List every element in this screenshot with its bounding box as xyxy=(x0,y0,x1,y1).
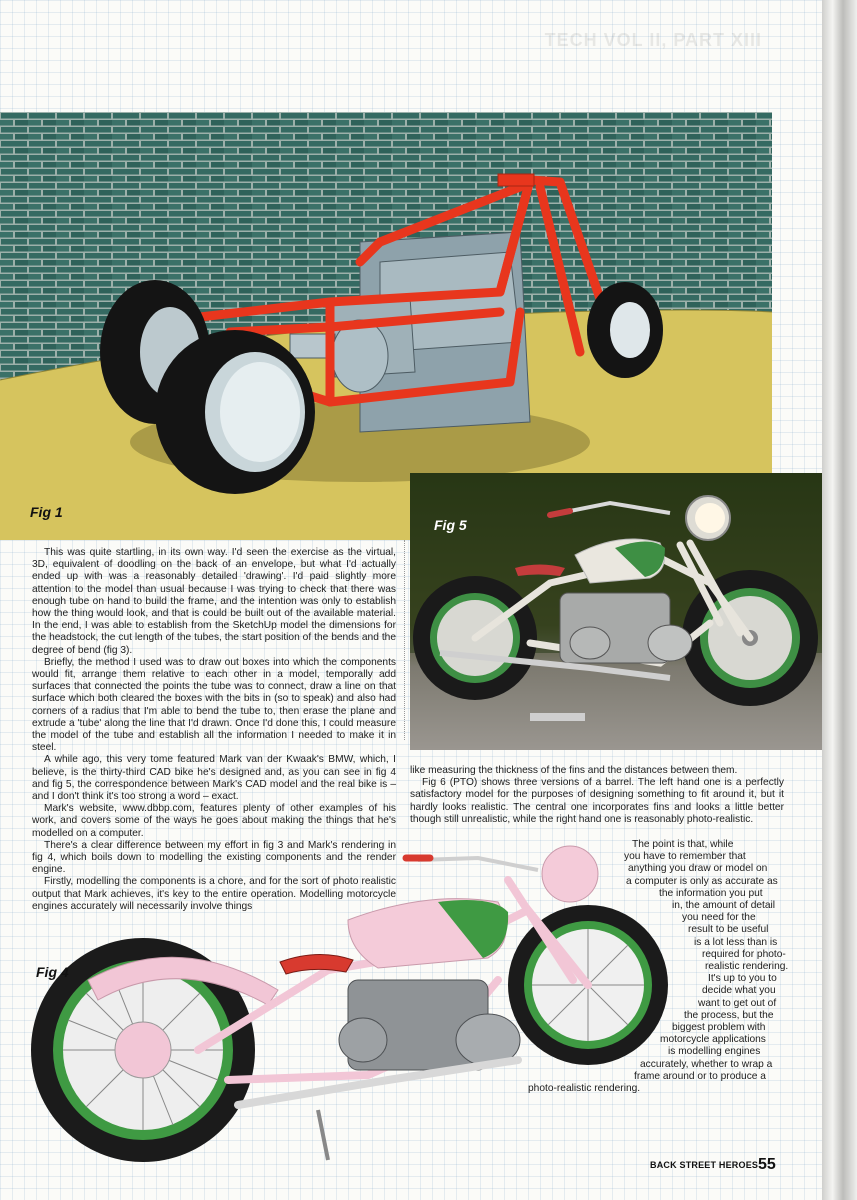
front-wheel xyxy=(587,282,663,378)
text-line: required for photo- xyxy=(702,948,786,960)
paragraph: Fig 6 (PTO) shows three versions of a barrel. The left hand one is a perfectly satisfactory model for the purposes of designing something to fit around it, but it hardly looks realistic. The central one incorporates fins and looks a little better though still unrealistic, while the right hand one is reasonably photo-realistic. xyxy=(410,777,784,825)
text-line: is modelling engines xyxy=(668,1046,761,1058)
magazine-spine xyxy=(822,0,857,1200)
text-line: a computer is only as accurate as xyxy=(626,875,778,887)
text-line: biggest problem with xyxy=(672,1022,766,1034)
text-line: photo-realistic rendering. xyxy=(528,1083,641,1095)
paragraph: Firstly, modelling the components is a chore, and for the sort of photo realistic output that Mark achieves, it's key to the entire operation. Modelling motorcycle engines accurately will necessarily involve things xyxy=(32,876,396,912)
text-line: want to get out of xyxy=(698,997,777,1009)
text-line: accurately, whether to wrap a xyxy=(640,1058,773,1070)
figure-5-photo xyxy=(410,473,822,750)
paragraph: Briefly, the method I used was to draw out boxes into which the components would fit, arrange them relative to each other in a model, temporally add surfaces that connected the points the tube was to connect, draw a line on that surface which both cleared the boxes with the bits in (so to speak) and also had corners of a radius that I'm able to bend the tube to, then erase the plane and extrude a 'tube' along the line that I'd drawn. Once I'd done this, I could measure the model of the tube and establish all the information I needed to make it in steel. xyxy=(32,656,396,754)
figure-4-label: Fig 4 xyxy=(36,964,69,980)
text-line: motorcycle applications xyxy=(660,1034,766,1046)
column-divider xyxy=(404,540,405,740)
text-line: the process, but the xyxy=(684,1009,774,1021)
text-line: result to be useful xyxy=(688,924,769,936)
text-line: the information you put xyxy=(659,887,763,899)
ghost-header: TECH VOL II, PART XIII xyxy=(544,30,762,50)
article-shaped-text xyxy=(0,839,800,1095)
paragraph: This was quite startling, in its own way. I'd seen the exercise as the virtual, 3D, equivalent of doodling on the back of an envelope, but what I'd actually ended up with was a reasonably detailed 'drawing'. I'd paid slightly more attention to the model than usual because I was trying to check that there was enough tube on hand to build the frame, and the intention was only to establish how the thing would look, and that is could be built out of the available material. In the end, I was able to establish from the SketchUp model the dimensions for the headstock, the cut length of the tubes, the start position of the bends and the degree of bend (fig 3). xyxy=(32,547,396,656)
text-line: decide what you xyxy=(702,985,776,997)
paragraph: Mark's website, www.dbbp.com, features plenty of other examples of his work, and covers some of the ways he goes about making the things that he's modelled on a computer. xyxy=(32,803,396,839)
figure-5-label: Fig 5 xyxy=(434,517,467,533)
magazine-name: BACK STREET HEROES xyxy=(650,1160,759,1170)
rear-wheel-right xyxy=(155,330,315,494)
text-line: is a lot less than is xyxy=(694,936,778,948)
figure-1-label: Fig 1 xyxy=(30,504,63,520)
article-column-right xyxy=(410,765,784,826)
text-line: realistic rendering. xyxy=(705,961,789,973)
paragraph: like measuring the thickness of the fins and the distances between them. xyxy=(410,765,738,776)
page-number: 55 xyxy=(758,1156,776,1173)
text-line: you need for the xyxy=(682,912,756,924)
paragraph: There's a clear difference between my effort in fig 3 and Mark's rendering in fig 4, which boils down to modelling the existing components and the render engine. xyxy=(32,839,396,876)
text-line: anything you draw or model on xyxy=(628,863,768,875)
paragraph: A while ago, this very tome featured Mark van der Kwaak's BMW, which, I believe, is the thirty-third CAD bike he's designed and, as you can see in fig 4 and fig 5, the correspondence between Mark's CAD model and the real bike is – and I don't think it's too strong a word – exact. xyxy=(32,754,396,803)
figure-5-illustration xyxy=(410,473,822,750)
text-line: frame around or to produce a xyxy=(634,1070,766,1082)
text-line: It's up to you to xyxy=(708,973,777,985)
text-line: The point is that, while xyxy=(632,839,734,850)
text-line: you have to remember that xyxy=(624,851,746,863)
text-line: in, the amount of detail xyxy=(672,900,776,912)
